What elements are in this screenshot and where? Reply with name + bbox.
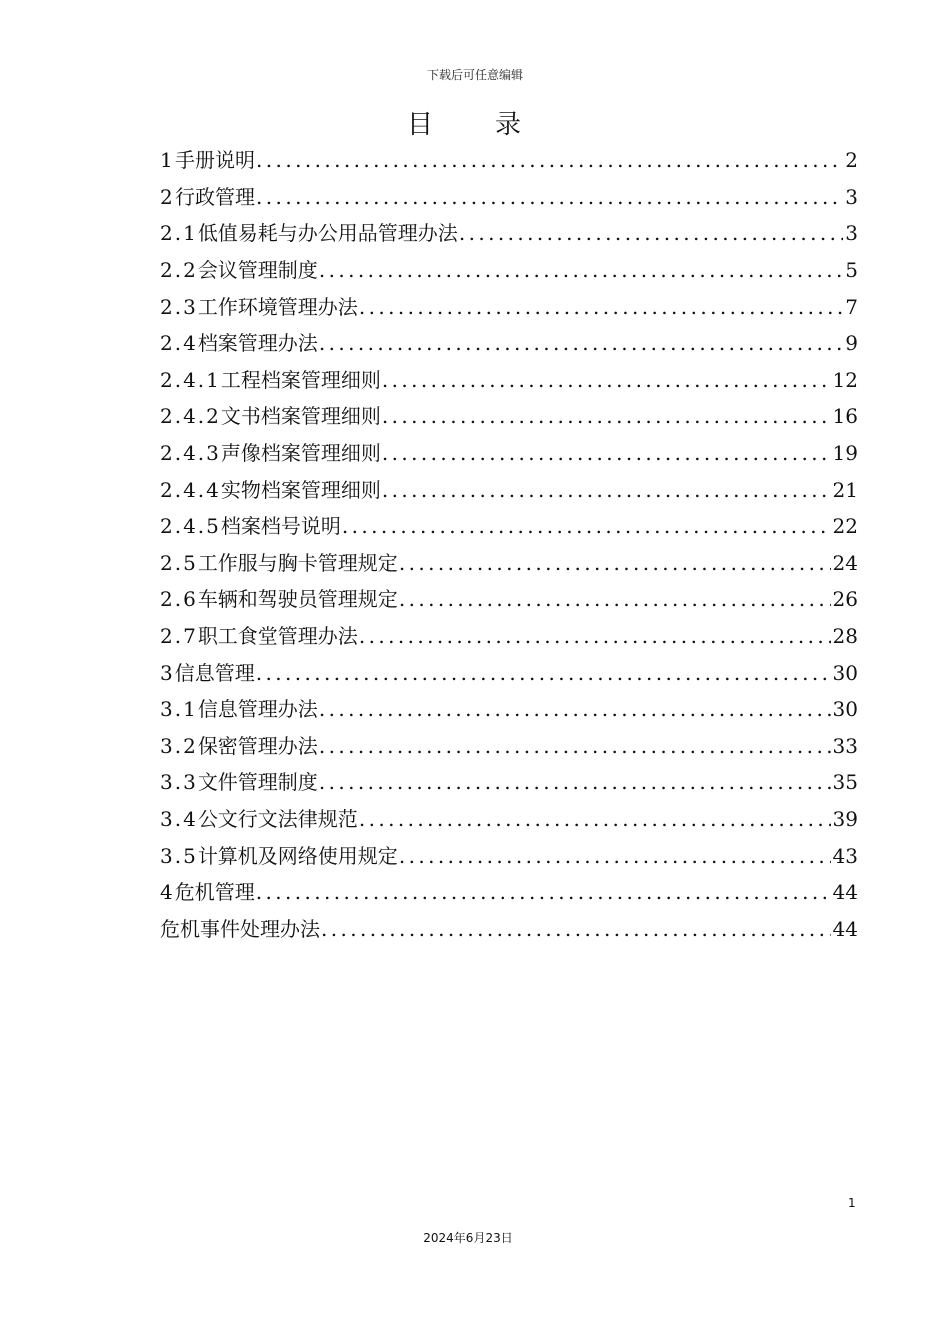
toc-dot-leader: [399, 553, 831, 573]
toc-entry[interactable]: [160, 325, 858, 362]
toc-entry-title: 信息管理: [174, 660, 255, 685]
toc-entry-title: 低值易耗与办公用品管理办法: [197, 221, 458, 246]
page-number: 1: [848, 1196, 856, 1210]
toc-entry-page: 24: [832, 550, 858, 575]
toc-dot-leader: [319, 260, 843, 280]
toc-entry-number: 2.4: [160, 331, 198, 356]
toc-entry[interactable]: [160, 471, 858, 508]
toc-entry-page: 12: [832, 367, 858, 392]
toc-dot-leader: [399, 846, 831, 866]
toc-entry[interactable]: [160, 728, 858, 765]
toc-entry-number: 3: [160, 660, 175, 685]
toc-dot-leader: [382, 480, 831, 500]
toc-entry-number: 3.3: [160, 770, 198, 795]
toc-entry-page: 3: [845, 221, 858, 246]
toc-entry-title: 文书档案管理细则: [220, 404, 381, 429]
toc-entry[interactable]: [160, 691, 858, 728]
toc-entry[interactable]: [160, 215, 858, 252]
toc-entry-title: 声像档案管理细则: [220, 441, 381, 466]
toc-entry-page: 35: [832, 770, 858, 795]
toc-entry[interactable]: [160, 581, 858, 618]
toc-dot-leader: [256, 150, 843, 170]
toc-dot-leader: [382, 443, 831, 463]
toc-entry-title: 职工食堂管理办法: [197, 624, 358, 649]
toc-dot-leader: [319, 699, 831, 719]
toc-entry-number: 2.6: [160, 587, 198, 612]
toc-entry-number: 2.2: [160, 258, 198, 283]
toc-entry-page: 28: [832, 624, 858, 649]
toc-entry-page: 30: [832, 697, 858, 722]
toc-entry[interactable]: [160, 874, 858, 911]
toc-entry-page: 21: [832, 477, 858, 502]
toc-entry-title: 车辆和驾驶员管理规定: [197, 587, 398, 612]
toc-entry[interactable]: [160, 142, 858, 179]
toc-dot-leader: [256, 663, 831, 683]
toc-entry-title: 文件管理制度: [197, 770, 318, 795]
toc-entry-page: 2: [845, 148, 858, 173]
toc-entry-title: 工作服与胸卡管理规定: [197, 550, 398, 575]
toc-entry-page: 16: [832, 404, 858, 429]
toc-entry-title: 危机事件处理办法: [160, 916, 320, 941]
toc-entry-number: 1: [160, 148, 175, 173]
toc-entry[interactable]: [160, 362, 858, 399]
toc-entry[interactable]: [160, 252, 858, 289]
toc-entry-page: 30: [832, 660, 858, 685]
toc-dot-leader: [256, 882, 831, 902]
toc-dot-leader: [319, 772, 831, 792]
toc-dot-leader: [359, 809, 831, 829]
toc-entry-title: 公文行文法律规范: [197, 806, 358, 831]
toc-entry[interactable]: [160, 618, 858, 655]
toc-entry-title: 保密管理办法: [197, 733, 318, 758]
toc-dot-leader: [342, 516, 831, 536]
toc-dot-leader: [359, 626, 831, 646]
toc-entry-number: 2.1: [160, 221, 198, 246]
toc-dot-leader: [359, 297, 843, 317]
page-title: 目录: [406, 110, 583, 140]
toc-entry[interactable]: [160, 435, 858, 472]
toc-entry-title: 会议管理制度: [197, 258, 318, 283]
toc-entry-page: 3: [845, 184, 858, 209]
toc-entry-title: 计算机及网络使用规定: [197, 843, 398, 868]
footer-date: 2024年6月23日: [423, 1231, 513, 1245]
toc-dot-leader: [319, 736, 831, 756]
toc-entry[interactable]: [160, 545, 858, 582]
toc-entry-number: 2.3: [160, 294, 198, 319]
toc-entry-title: 实物档案管理细则: [220, 477, 381, 502]
toc-entry[interactable]: [160, 801, 858, 838]
toc-entry-page: 33: [832, 733, 858, 758]
toc-entry-number: 2.4.3: [160, 441, 221, 466]
toc-entry-title: 手册说明: [175, 148, 256, 173]
toc-entry-title: 行政管理: [175, 184, 256, 209]
toc-entry-title: 信息管理办法: [197, 697, 318, 722]
toc-dot-leader: [459, 223, 843, 243]
toc-entry[interactable]: [160, 398, 858, 435]
toc-entry-number: 2.4.5: [160, 514, 221, 539]
toc-entry-page: 43: [832, 843, 858, 868]
toc-entry-number: 2: [160, 184, 175, 209]
toc-dot-leader: [321, 919, 831, 939]
toc-entry[interactable]: [160, 837, 858, 874]
table-of-contents: [160, 142, 858, 947]
toc-dot-leader: [319, 333, 843, 353]
toc-entry-number: 2.4.2: [160, 404, 221, 429]
toc-dot-leader: [382, 370, 831, 390]
toc-entry[interactable]: [160, 910, 858, 947]
toc-entry-number: 4: [160, 880, 175, 905]
toc-entry-number: 2.7: [160, 624, 198, 649]
toc-entry-title: 危机管理: [174, 880, 255, 905]
toc-entry-number: 3.2: [160, 733, 198, 758]
toc-entry-page: 26: [832, 587, 858, 612]
toc-entry-page: 19: [832, 441, 858, 466]
toc-entry-page: 7: [845, 294, 858, 319]
toc-entry-title: 档案档号说明: [220, 514, 341, 539]
toc-entry[interactable]: [160, 654, 858, 691]
toc-entry-number: 2.4.4: [160, 477, 221, 502]
toc-dot-leader: [256, 187, 843, 207]
toc-entry-number: 3.5: [160, 843, 198, 868]
toc-entry[interactable]: [160, 764, 858, 801]
toc-entry-number: 2.4.1: [160, 367, 221, 392]
toc-dot-leader: [382, 406, 831, 426]
toc-entry-page: 5: [845, 258, 858, 283]
toc-entry[interactable]: [160, 179, 858, 216]
header-note: 下载后可任意编辑: [426, 68, 523, 82]
toc-entry-page: 44: [832, 916, 858, 941]
toc-entry-page: 39: [832, 806, 858, 831]
toc-entry-number: 3.4: [160, 806, 198, 831]
toc-entry-title: 档案管理办法: [197, 331, 318, 356]
toc-entry-number: 2.5: [160, 550, 198, 575]
toc-entry[interactable]: [160, 288, 858, 325]
toc-entry-title: 工作环境管理办法: [197, 294, 358, 319]
toc-entry-number: 3.1: [160, 697, 198, 722]
toc-entry[interactable]: [160, 508, 858, 545]
toc-entry-page: 22: [832, 514, 858, 539]
toc-dot-leader: [399, 589, 831, 609]
toc-entry-title: 工程档案管理细则: [220, 367, 381, 392]
toc-entry-page: 44: [832, 880, 858, 905]
toc-entry-page: 9: [845, 331, 858, 356]
